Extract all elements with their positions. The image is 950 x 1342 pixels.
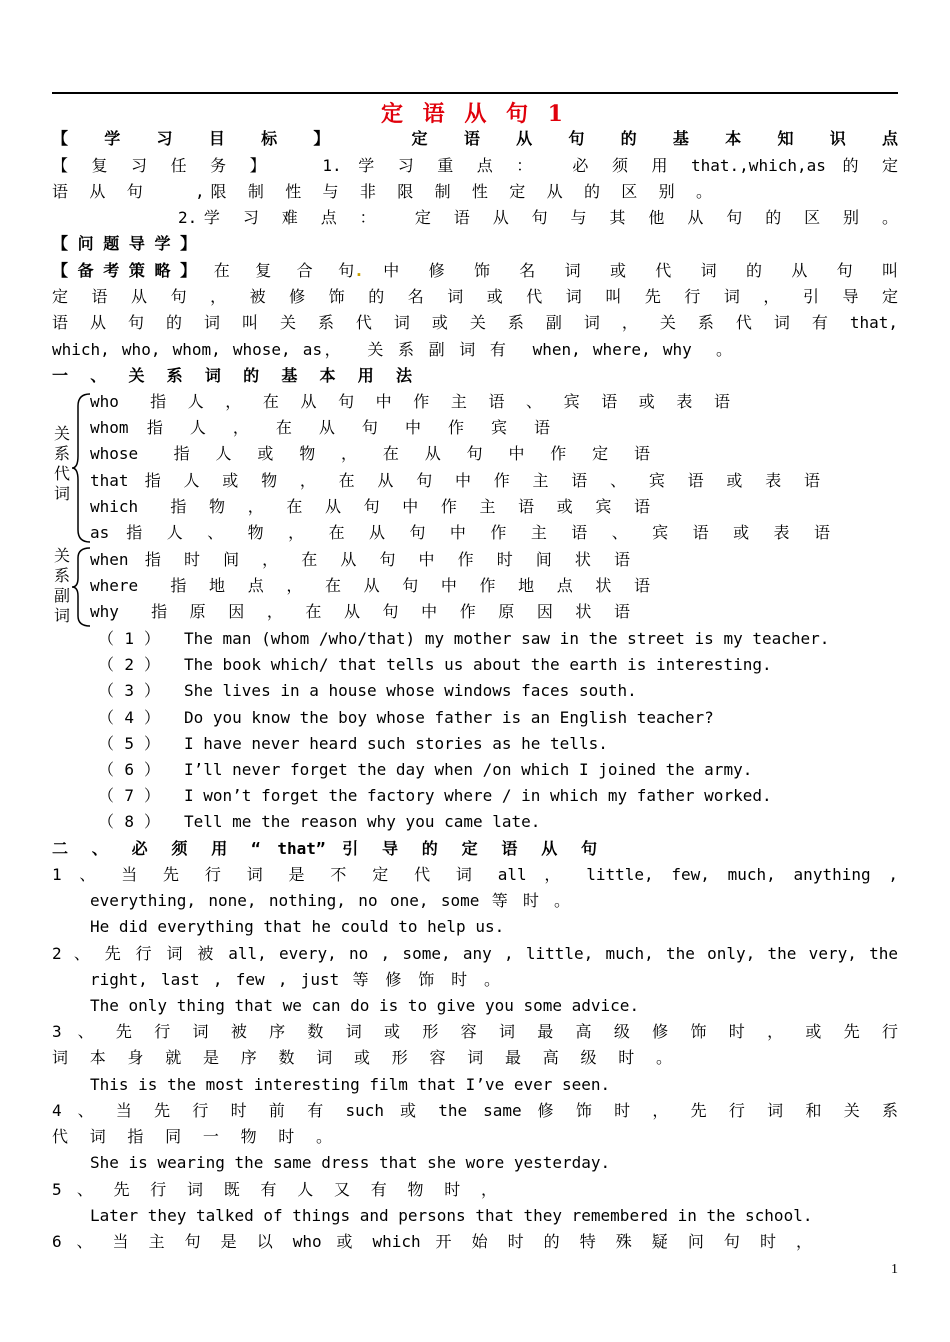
review-task-line-3: 2.学 习 难 点 ： 定 语 从 句 与 其 他 从 句 的 区 别 。 [178,208,898,227]
relative-pronoun-label: 关 系 代 词 [53,424,70,503]
header-rule [52,92,898,94]
relative-pronoun-row: that 指 人 或 物 ， 在 从 句 中 作 主 语 、 宾 语 或 表 语 [90,470,820,490]
rule-4-line-1: 4 、 当 先 行 时 前 有 such 或 the same 修 饰 时 ， 先 行 词 和 关 系 [52,1101,898,1120]
adverb-brace [70,546,92,628]
pronoun-brace [70,392,92,544]
page-number: 1 [891,1262,898,1277]
strategy-line-3: 语 从 句 的 词 叫 关 系 代 词 或 关 系 副 词 ， 关 系 代 词 有 that, [52,313,898,332]
section-2-heading: 二 、 必 须 用 “ that” 引 导 的 定 语 从 句 [52,839,597,858]
review-task-line-2: 语 从 句 ,限 制 性 与 非 限 制 性 定 从 的 区 别 。 [52,182,712,201]
relative-adverb-row: where 指 地 点 ， 在 从 句 中 作 地 点 状 语 [90,576,650,596]
rule-1-example: He did everything that he could to help us. [90,917,505,936]
example-number: （ 1 ） [98,629,160,648]
rule-6-line-1: 6 、 当 主 句 是 以 who 或 which 开 始 时 的 特 殊 疑 问 句 时 ， [52,1232,812,1251]
relative-adverb-row: why 指 原 因 ， 在 从 句 中 作 原 因 状 语 [90,602,630,622]
rule-2-line-2: right, last , few , just 等 修 饰 时 。 [90,970,500,989]
relative-pronoun-row: which 指 物 ， 在 从 句 中 作 主 语 或 宾 语 [90,496,650,516]
learning-objective: 【 学 习 目 标 】 定 语 从 句 的 基 本 知 识 点 [52,129,898,148]
rule-1-line-1: 1 、 当 先 行 词 是 不 定 代 词 all ， little, few, much, anything , [52,865,898,884]
example-sentence: I have never heard such stories as he tells. [184,733,608,753]
rule-1-line-2: everything, none, nothing, no one, some 等 时 。 [90,891,570,910]
example-number: （ 8 ） [98,812,160,832]
strategy-line-1 [52,258,898,284]
section-1-heading: 一 、 关 系 词 的 基 本 用 法 [52,366,412,385]
strategy-heading: 【 备 考 策 略 】 [52,261,197,280]
problem-guide: 【 问 题 导 学 】 [52,234,197,253]
rule-3-line-1: 3 、 先 行 词 被 序 数 词 或 形 容 词 最 高 级 修 饰 时 ， 或 先 行 [52,1022,898,1041]
rule-3-example: This is the most interesting film that I’ve ever seen. [90,1075,611,1094]
page-title: 定 语 从 句 1 [381,101,569,127]
relative-adverb-row: when 指 时 间 ， 在 从 句 中 作 时 间 状 语 [90,550,630,569]
example-sentence: I won’t forget the factory where / in which my father worked. [184,786,772,806]
example-sentence: The man (whom /who/that) my mother saw in the street is my teacher. [184,629,830,648]
strategy-text-a: 在 复 合 句 [196,261,355,280]
example-sentence: Tell me the reason why you came late. [184,812,541,832]
relative-pronoun-row: whose 指 人 或 物 ， 在 从 句 中 作 定 语 [90,444,650,464]
rule-4-example: She is wearing the same dress that she wore yesterday. [90,1153,611,1172]
relative-adverb-label: 关 系 副 词 [53,546,70,625]
example-number: （ 7 ） [98,786,160,806]
rule-4-line-2: 代 词 指 同 一 物 时 。 [52,1127,332,1146]
rule-2-example: The only thing that we can do is to give you some advice. [90,996,640,1015]
example-sentence: Do you know the boy whose father is an English teacher? [184,707,714,727]
example-number: （ 3 ） [98,681,160,701]
example-sentence: The book which/ that tells us about the earth is interesting. [184,655,772,675]
example-number: （ 6 ） [98,760,160,779]
example-number: （ 5 ） [98,733,160,753]
example-sentence: I’ll never forget the day when /on which I joined the army. [184,760,753,779]
rule-5-line-1: 5 、 先 行 词 既 有 人 又 有 物 时 ， [52,1180,497,1199]
rule-2-line-1: 2 、 先 行 词 被 all, every, no , some, any , little, much, the only, the very, the [52,944,898,963]
strategy-line-4: which, who, whom, whose, as， 关 系 副 词 有 when, where, why 。 [52,340,732,359]
example-number: （ 2 ） [98,655,160,675]
rule-3-line-2: 词 本 身 就 是 序 数 词 或 形 容 词 最 高 级 时 。 [52,1048,672,1067]
example-sentence: She lives in a house whose windows faces south. [184,681,637,701]
relative-pronoun-row: who 指 人 ， 在 从 句 中 作 主 语 、 宾 语 或 表 语 [90,392,730,411]
strategy-text-b: 中 修 饰 名 词 或 代 词 的 从 句 叫 [363,261,898,280]
example-number: （ 4 ） [98,707,160,727]
rule-5-example: Later they talked of things and persons that they remembered in the school. [90,1206,813,1225]
strategy-dot: . [354,261,364,280]
relative-pronoun-row: whom 指 人 ， 在 从 句 中 作 宾 语 [90,418,550,438]
relative-pronoun-row: as 指 人 、 物 ， 在 从 句 中 作 主 语 、 宾 语 或 表 语 [90,523,830,542]
strategy-line-2: 定 语 从 句 ， 被 修 饰 的 名 词 或 代 词 叫 先 行 词 ， 引 导 定 [52,287,898,306]
review-task-line-1: 【 复 习 任 务 】 1. 学 习 重 点 ： 必 须 用 that.,which,as 的 定 [52,156,898,175]
